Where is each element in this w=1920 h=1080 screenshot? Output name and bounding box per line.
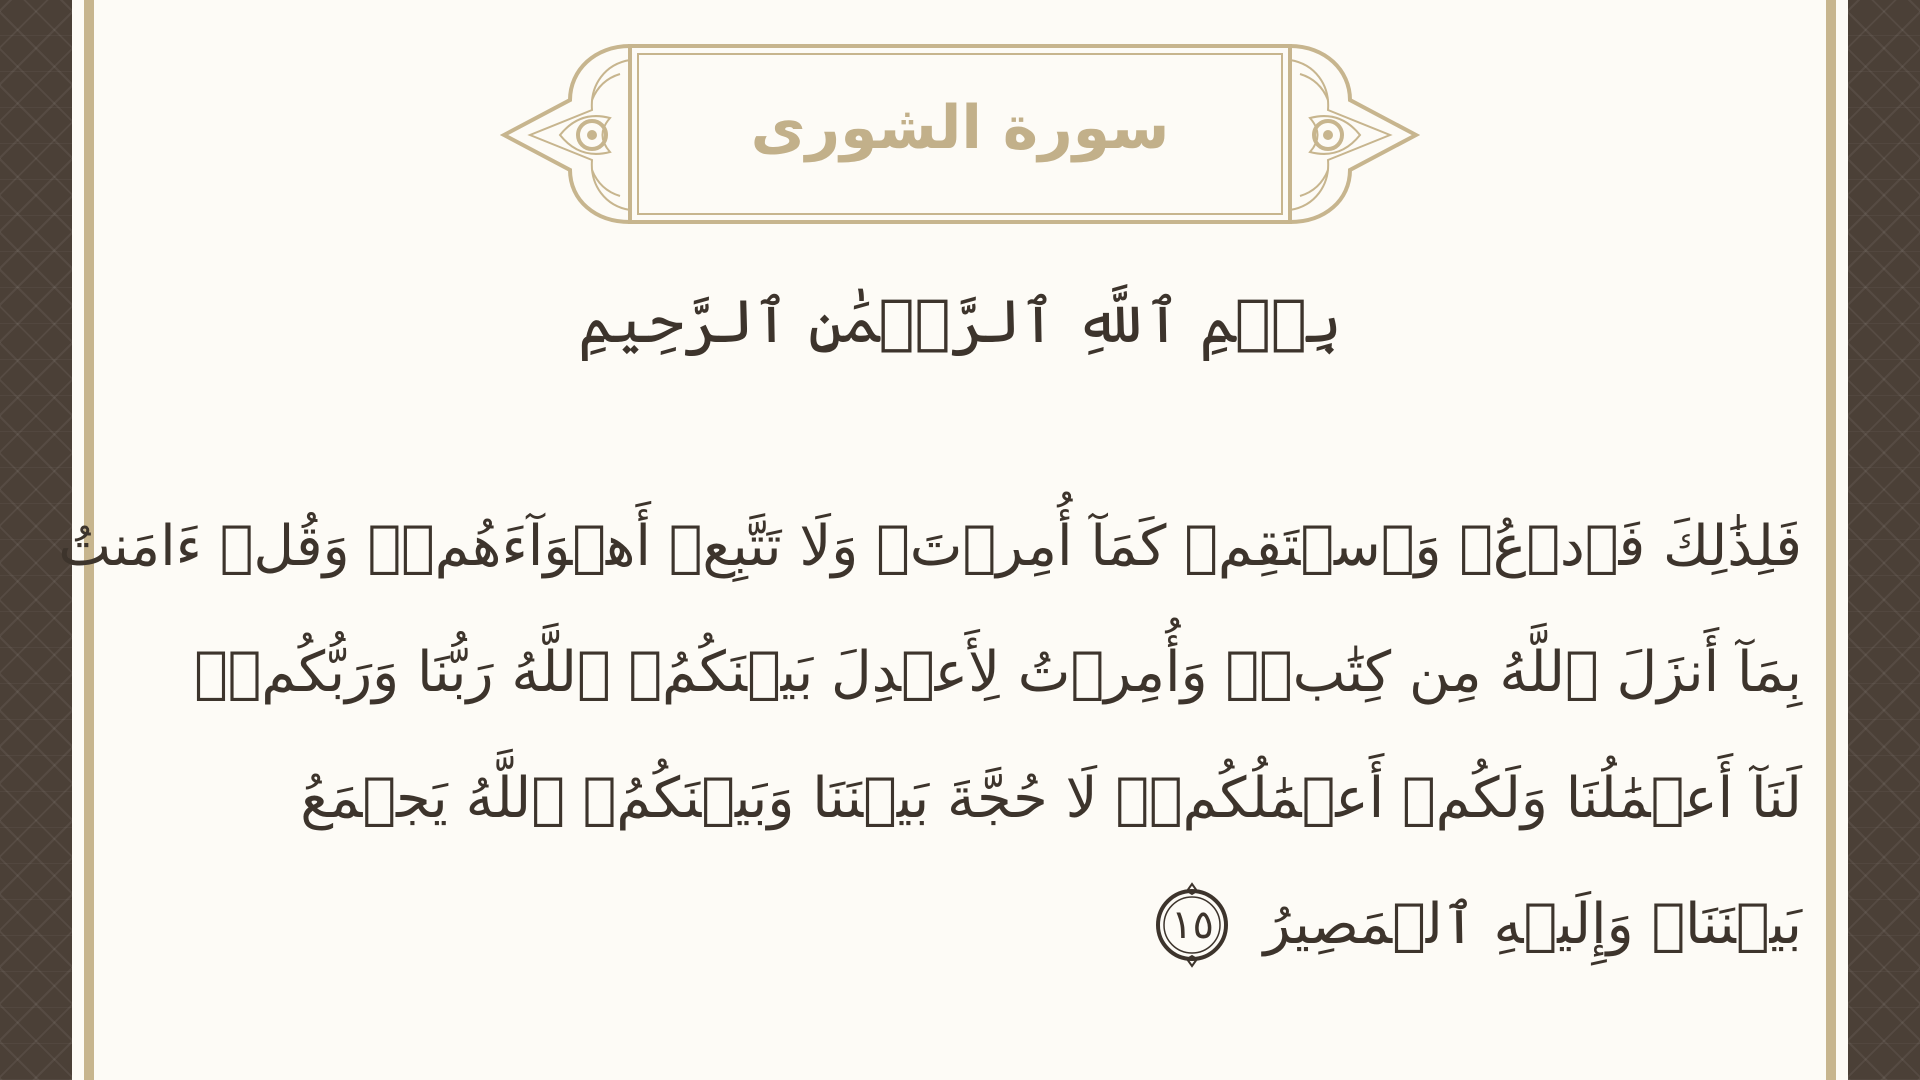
- ayah-number: ١٥: [1170, 902, 1214, 948]
- verse-line-4: بَيۡنَنَاۖ وَإِلَيۡهِ ٱلۡمَصِيرُ: [1263, 892, 1802, 957]
- right-gold-rule: [1826, 0, 1836, 1080]
- verse-line-4-container: [280, 883, 1802, 967]
- verse-line-2: بِمَآ أَنزَلَ ٱللَّهُ مِن كِتَٰبٖۖ وَأُمِرۡتُ لِأَعۡدِلَ بَيۡنَكُمُۖ ٱللَّهُ رَبُّنَا وَرَبُّكُمۡۖ: [194, 640, 1802, 705]
- surah-title: سورة الشورى: [750, 93, 1170, 163]
- verse-text: [58, 505, 1802, 1009]
- verse-line-3: لَنَآ أَعۡمَٰلُنَا وَلَكُمۡ أَعۡمَٰلُكُمۡۖ لَا حُجَّةَ بَيۡنَنَا وَبَيۡنَكُمُۖ ٱللَّهُ يَجۡمَعُ: [300, 766, 1802, 831]
- ayah-end-marker: [1149, 882, 1235, 968]
- surah-title-frame: [500, 40, 1420, 230]
- verse-line-1: فَلِذَٰلِكَ فَٱدۡعُۖ وَٱسۡتَقِمۡ كَمَآ أُمِرۡتَۖ وَلَا تَتَّبِعۡ أَهۡوَآءَهُمۡۖ وَقُلۡ ءَامَنتُ: [58, 514, 1802, 579]
- basmala: بِسۡمِ ٱللَّهِ ٱلرَّحۡمَٰنِ ٱلرَّحِيمِ: [578, 287, 1342, 357]
- right-ornamental-border: [1848, 0, 1920, 1080]
